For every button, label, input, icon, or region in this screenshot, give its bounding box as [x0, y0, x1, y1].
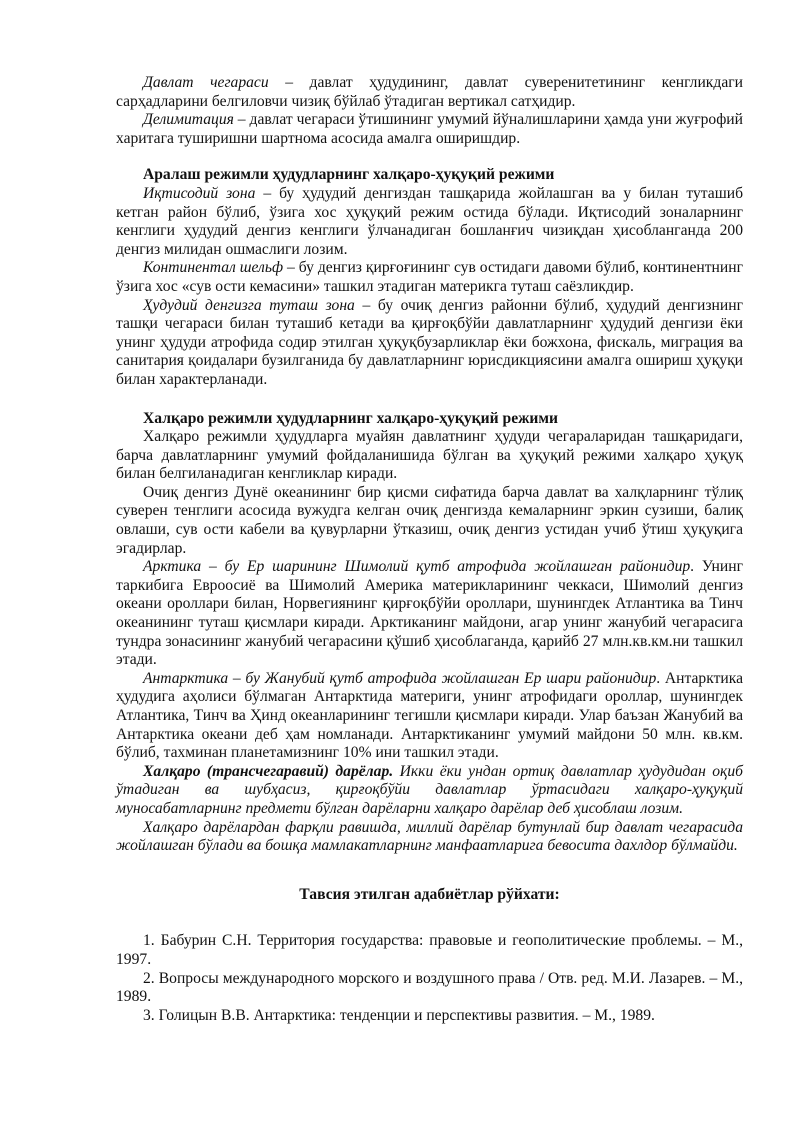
- section-heading-international-regime: Халқаро режимли ҳудудларнинг халқаро-ҳуқуқий режими: [143, 409, 559, 427]
- section-heading-mixed-regime: Аралаш режимли ҳудудларнинг халқаро-ҳуқуқий режими: [143, 166, 555, 184]
- definition-continental-shelf: [116, 259, 743, 296]
- definition-economic-zone: [116, 185, 743, 259]
- term-state-border: Давлат чегараси: [143, 74, 269, 91]
- term-arctic: Арктика – бу Ер шарининг Шимолий қутб атрофида жойлашган районидир: [143, 558, 691, 576]
- reference-item: 1. Бабурин С.Н. Территория государства: правовые и геополитические проблемы. – М., 1997.: [116, 932, 743, 968]
- term-antarctic: Антарктика – бу Жанубий қутб атрофида жойлашган Ер шари районидир: [143, 669, 657, 687]
- paragraph-text: Икки ёки ундан ортиқ давлатлар ҳудудидан оқиб ўтадиган ва шубҳасиз, қирғоқбўйи давлатлар ўртасидаги халқаро-ҳуқуқий муносабатларнинг предмети бўлган дарёларни халқаро дарёлар деб ҳисоблаш лозим.: [116, 762, 743, 817]
- references-title: Тавсия этилган адабиётлар рўйхати:: [299, 885, 560, 903]
- definition-text: – бу денгиз қирғоғининг сув остидаги давоми бўлиб, континентнинг ўзига хос «сув ости кемасини» ташкил этадиган материкга туташ саёзликдир.: [116, 259, 743, 295]
- term-economic-zone: Иқтисодий зона: [143, 184, 256, 202]
- reference-item: 2. Вопросы международного морского и воздушного права / Отв. ред. М.И. Лазарев. – М., 1989.: [116, 969, 743, 1006]
- paragraph-text: . Антарктика ҳудудига аҳолиси бўлмаган Антарктида материги, унинг атрофидаги ороллар, шунингдек Атлантика, Тинч ва Ҳинд океанларининг тегишли қисмлари киради. Улар баъзан Жанубий ва Антарктика океани деб ҳам номланади. Антарктиканинг умумий майдони 50 млн. кв.км. бўлиб, тахминан планетамизнинг 10% ини ташкил этади.: [116, 669, 744, 762]
- definition-contiguous-zone: [116, 297, 743, 390]
- definition-state-border: [116, 74, 743, 111]
- paragraph-text: . Унинг таркибига Евроосиё ва Шимолий Америка материкларининг чеккаси, Шимолий денгиз океани ороллари билан, Норвегиянинг қирғоқбўйи ороллари, шунингдек Атлантика ва Тинч океанининг туташ қисмлари киради. Арктиканинг майдони, агар унинг жанубий чегарасига тундра зонасининг жанубий чегарасини қўшиб ҳисоблаганда, қарийб 27 млн.кв.км.ни ташкил этади.: [116, 558, 743, 669]
- definition-delimitation: [116, 111, 743, 148]
- term-international-rivers: Халқаро (трансчегаравий) дарёлар.: [143, 762, 394, 780]
- paragraph-open-sea: Очиқ денгиз Дунё океанининг бир қисми сифатида барча давлат ва халқларнинг тўлиқ суверен тенглиги асосида вужудга келган очиқ денгизда кемаларнинг эркин сузиши, балиқ овлаши, сув ости кабели ва қувурларни ўтказиш, очиқ денгиз устидан учиб ўтиш ҳуқуқига эгадирлар.: [116, 483, 743, 557]
- term-delimitation: Делимитация: [143, 111, 234, 129]
- definition-text: – давлат ҳудудининг, давлат суверенитетининг кенгликдаги сарҳадларини белгиловчи чизиқ бўйлаб ўтадиган вертикал сатҳидир.: [116, 74, 743, 110]
- paragraph-antarctic: [116, 670, 743, 763]
- definition-text: – бу очиқ денгиз районни бўлиб, ҳудудий денгизнинг ташқи чегараси билан туташиб кетади ва қирғоқбўйи давлатларнинг ҳудудий денгизи ёки унинг ҳудуди атрофида содир этилган ҳуқуқбузарликлар ёки божхона, фискаль, миграция ва санитария қоидалари бузилганида бу давлатларнинг юрисдикциясини амалга ошириш ҳуқуқи билан характерланади.: [116, 296, 743, 388]
- term-continental-shelf: Континентал шельф: [143, 259, 284, 277]
- definition-text: – бу ҳудудий денгиздан ташқарида жойлашган ва у билан туташиб кетган район бўлиб, ўзига хос ҳуқуқий режим остида бўлади. Иқтисодий зоналарнинг кенглиги ҳудудий денгиз кенглиги ўлчанадиган бошланғич чизиқдан ҳисоблангандa 200 денгиз милидан ошмаслиги лозим.: [116, 184, 744, 258]
- definition-text: – давлат чегараси ўтишининг умумий йўналишларини ҳамда уни жуғрофий харитага туширишни шартнома асосида амалга оширишдир.: [116, 111, 743, 147]
- term-contiguous-zone: Ҳудудий денгизга туташ зона: [143, 296, 355, 314]
- paragraph-international-areas: Халқаро режимли ҳудудларга муайян давлатнинг ҳудуди чегараларидан ташқаридаги, барча давлатларнинг умумий фойдаланишида бўлган ва ҳуқуқий режими халқаро ҳуқуқ билан белгиланадиган кенгликлар киради.: [116, 428, 743, 483]
- paragraph-national-rivers: Халқаро дарёлардан фарқли равишда, миллий дарёлар бутунлай бир давлат чегарасида жойлашган бўлади ва бошқа мамлакатларнинг манфаатларига бевосита дахлдор бўлмайди.: [116, 818, 743, 855]
- paragraph-international-rivers: [116, 763, 743, 819]
- document-page: [116, 74, 743, 1025]
- reference-item: 3. Голицын В.В. Антарктика: тенденции и перспективы развития. – М., 1989.: [143, 1006, 655, 1024]
- paragraph-arctic: [116, 558, 743, 670]
